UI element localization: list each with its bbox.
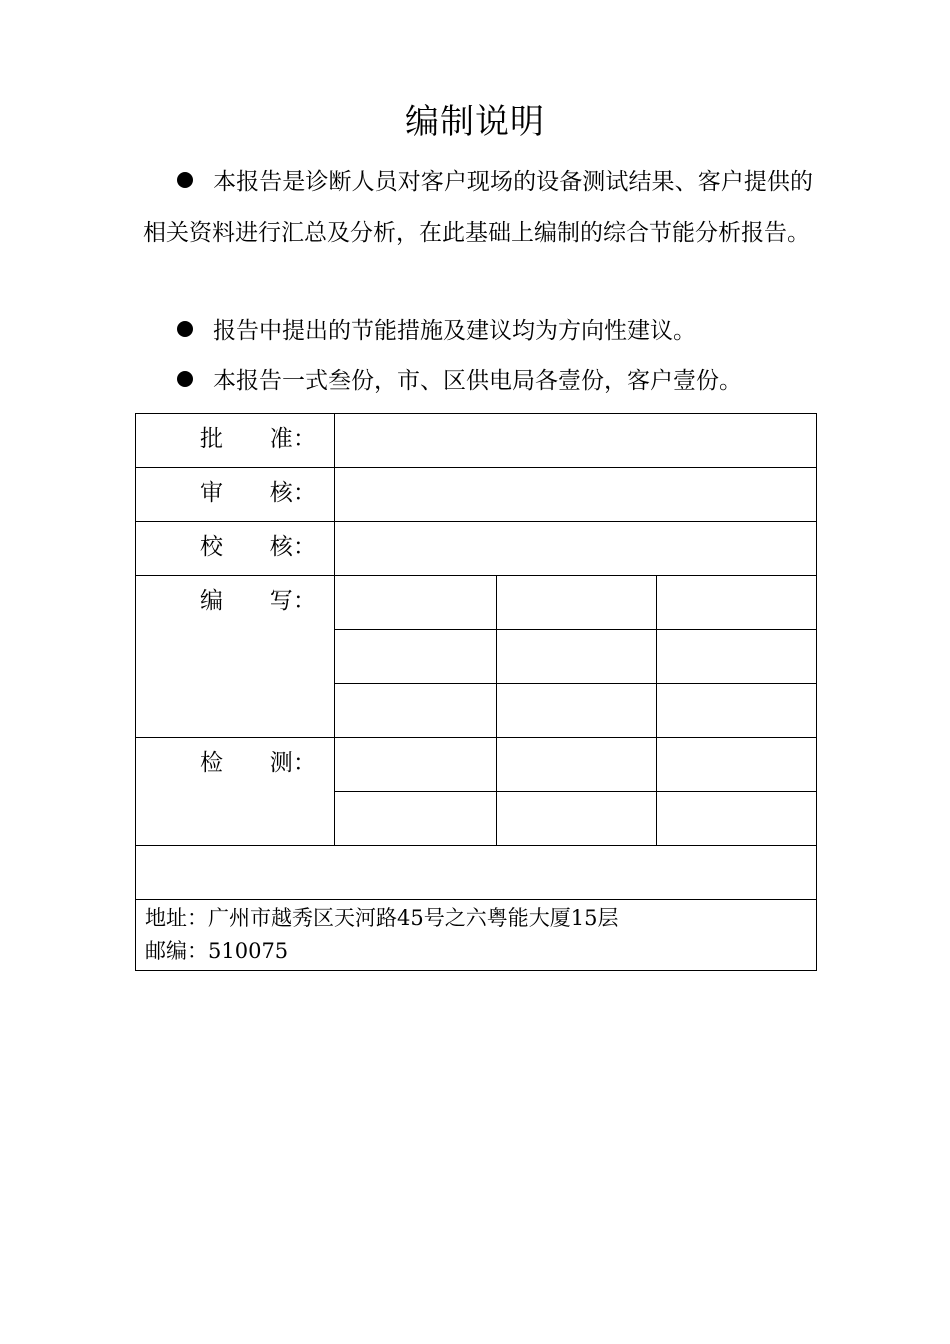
blank-row (136, 846, 817, 900)
note-text-2: 报告中提出的节能措施及建议均为方向性建议。 (213, 318, 696, 344)
test-field[interactable] (656, 738, 816, 792)
test-label: 检 测： (200, 750, 316, 776)
check-label: 校 核： (200, 534, 316, 560)
write-label-cell (136, 576, 335, 738)
check-label-cell (136, 522, 335, 576)
postcode-text: 邮编：510075 (145, 939, 289, 963)
address-row (136, 900, 817, 971)
write-field[interactable] (496, 576, 656, 630)
note-paragraph-2 (143, 306, 813, 357)
write-field[interactable] (656, 630, 816, 684)
approve-label: 批 准： (200, 426, 316, 452)
write-field[interactable] (496, 630, 656, 684)
approve-label-cell (136, 414, 335, 468)
write-row-1 (136, 576, 817, 630)
bullet-icon (177, 172, 193, 188)
signature-table (135, 413, 817, 971)
approve-field[interactable] (335, 414, 817, 468)
blank-cell (136, 846, 817, 900)
test-field[interactable] (335, 738, 496, 792)
note-text-3: 本报告一式叁份，市、区供电局各壹份，客户壹份。 (213, 368, 742, 394)
test-field[interactable] (496, 738, 656, 792)
write-field[interactable] (656, 576, 816, 630)
test-field[interactable] (496, 792, 656, 846)
write-field[interactable] (335, 630, 496, 684)
note-paragraph-1 (143, 157, 813, 259)
write-field[interactable] (335, 576, 496, 630)
check-field[interactable] (335, 522, 817, 576)
check-row (136, 522, 817, 576)
bullet-icon (177, 371, 193, 387)
review-field[interactable] (335, 468, 817, 522)
write-field[interactable] (656, 684, 816, 738)
bullet-icon (177, 321, 193, 337)
approve-row (136, 414, 817, 468)
test-row-1 (136, 738, 817, 792)
address-text: 地址：广州市越秀区天河路45号之六粤能大厦15层 (145, 906, 619, 930)
address-cell (136, 900, 817, 971)
note-text-1: 本报告是诊断人员对客户现场的设备测试结果、客户提供的相关资料进行汇总及分析，在此基础上编制的综合节能分析报告。 (143, 169, 813, 246)
test-label-cell (136, 738, 335, 846)
page-title: 编制说明 (405, 102, 545, 142)
write-field[interactable] (335, 684, 496, 738)
review-label-cell (136, 468, 335, 522)
test-field[interactable] (656, 792, 816, 846)
review-row (136, 468, 817, 522)
test-field[interactable] (335, 792, 496, 846)
note-paragraph-3 (143, 356, 813, 407)
review-label: 审 核： (200, 480, 316, 506)
write-label: 编 写： (200, 588, 316, 614)
write-field[interactable] (496, 684, 656, 738)
